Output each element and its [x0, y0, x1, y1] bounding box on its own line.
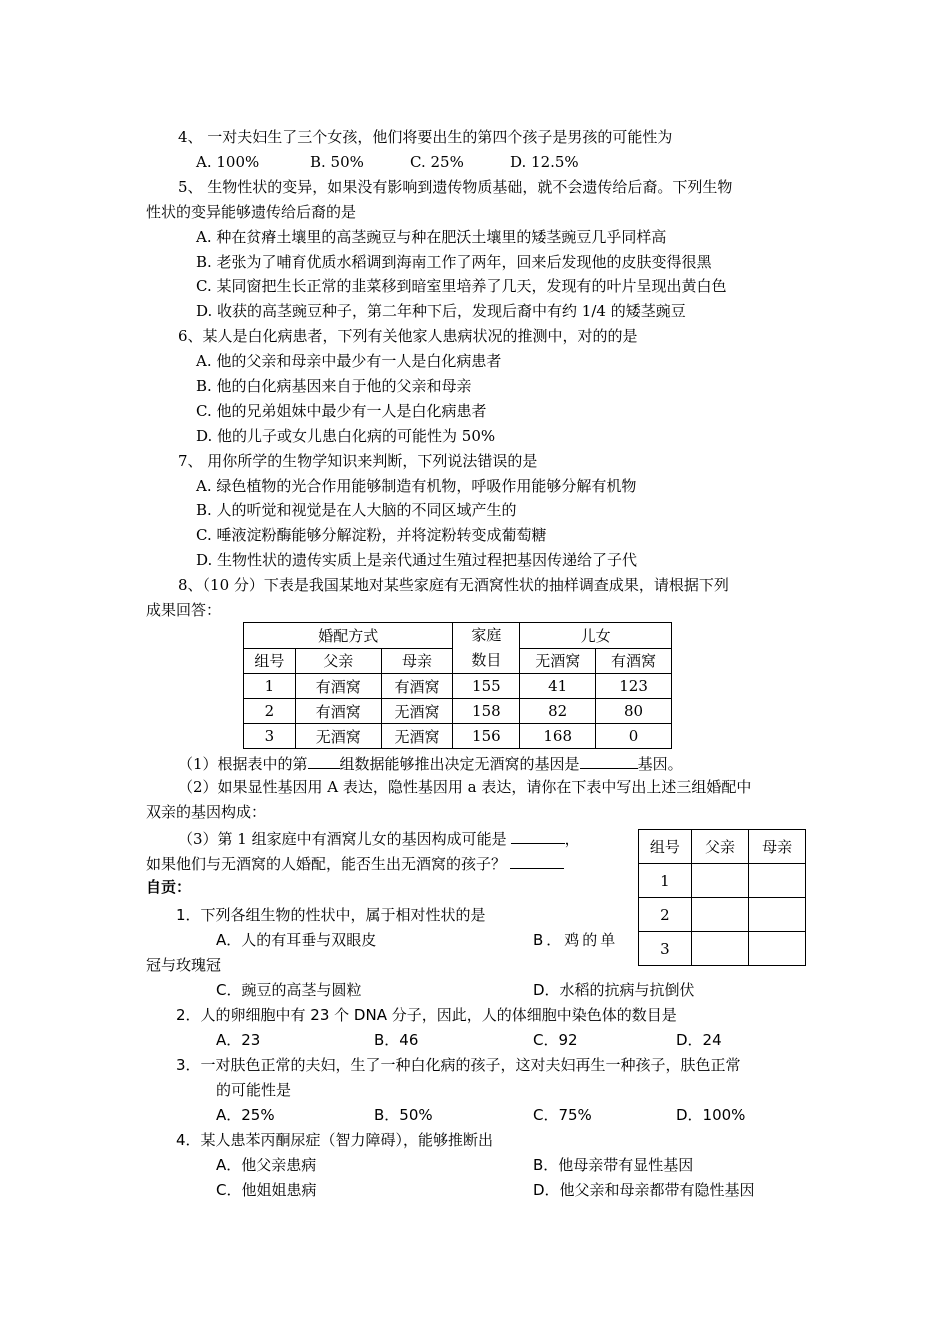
- st-q2-option-b: B．46: [374, 1031, 419, 1049]
- q8-sub2-line1: （2）如果显性基因用 A 表达，隐性基因用 a 表达，请你在下表中写出上述三组婚配中: [178, 778, 752, 796]
- q4-option-d: D. 12.5%: [510, 153, 579, 171]
- st-q3-option-d: D．100%: [676, 1106, 746, 1124]
- st-q3-option-c: C．75%: [533, 1106, 592, 1124]
- cell-dimple: 123: [596, 674, 672, 699]
- q6-option-a: A. 他的父亲和母亲中最少有一人是白化病患者: [196, 352, 502, 370]
- q5-option-d: D. 收获的高茎豌豆种子，第二年种下后，发现后裔中有约 1/4 的矮茎豌豆: [196, 302, 686, 320]
- q8-sub3-line1: [178, 827, 580, 849]
- header-marriage: 婚配方式: [244, 623, 453, 649]
- header-mother: 母亲: [381, 648, 453, 674]
- header-mother: 母亲: [749, 830, 806, 864]
- cell-father: 有酒窝: [295, 674, 381, 699]
- table-header-row: [244, 623, 672, 649]
- answer-blank[interactable]: [308, 752, 340, 769]
- cell-dimple: 0: [596, 724, 672, 749]
- q8-sub3-line2: [146, 852, 564, 874]
- q8-sub1-part1: （1）根据表中的第: [178, 755, 308, 773]
- cell-group: 3: [639, 932, 692, 966]
- q8-sub2-line2: 双亲的基因构成：: [146, 803, 267, 821]
- table-row: [244, 699, 672, 724]
- table-row: [639, 898, 806, 932]
- q6-option-d: D. 他的儿子或女儿患白化病的可能性为 50%: [196, 427, 496, 445]
- st-q2-option-a: A．23: [216, 1031, 261, 1049]
- mother-genotype-input[interactable]: [749, 932, 806, 966]
- q5-option-c: C. 某同窗把生长正常的韭菜移到暗室里培养了几天，发现有的叶片呈现出黄白色: [196, 277, 727, 295]
- header-family-count: [453, 623, 520, 674]
- q8-stem-line2: 成果回答：: [146, 601, 222, 619]
- header-father: 父亲: [691, 830, 749, 864]
- header-group: 组号: [639, 830, 692, 864]
- q4-option-b: B. 50%: [310, 153, 364, 171]
- cell-family-count: 158: [453, 699, 520, 724]
- self-test-heading: 自贡：: [146, 878, 192, 896]
- cell-no-dimple: 41: [520, 674, 596, 699]
- header-dimple: 有酒窝: [596, 648, 672, 674]
- st-q1-option-b: B．鸡的单: [533, 931, 619, 949]
- q4-stem: 4、 一对夫妇生了三个女孩，他们将要出生的第四个孩子是男孩的可能性为: [178, 128, 673, 146]
- st-q4-option-a: A．他父亲患病: [216, 1156, 317, 1174]
- q6-stem: 6、某人是白化病患者，下列有关他家人患病状况的推测中，对的的是: [178, 327, 638, 345]
- cell-group: 2: [639, 898, 692, 932]
- header-family-line1: 家庭: [471, 626, 502, 644]
- header-children: 儿女: [520, 623, 672, 649]
- answer-blank[interactable]: [511, 827, 565, 844]
- q7-option-a: A. 绿色植物的光合作用能够制造有机物，呼吸作用能够分解有机物: [196, 477, 637, 495]
- q6-option-c: C. 他的兄弟姐妹中最少有一人是白化病患者: [196, 402, 487, 420]
- table-row: [244, 674, 672, 699]
- header-father: 父亲: [295, 648, 381, 674]
- q8-stem-line1: 8、（10 分）下表是我国某地对某些家庭有无酒窝性状的抽样调查成果，请根据下列: [178, 576, 729, 594]
- q5-option-b: B. 老张为了哺育优质水稻调到海南工作了两年，回来后发现他的皮肤变得很黑: [196, 253, 712, 271]
- st-q2-option-c: C．92: [533, 1031, 578, 1049]
- cell-dimple: 80: [596, 699, 672, 724]
- st-q1-option-d: D．水稻的抗病与抗倒伏: [533, 981, 695, 999]
- st-q1-option-b-cont: 冠与玫瑰冠: [146, 956, 222, 974]
- q4-option-c: C. 25%: [410, 153, 464, 171]
- st-q4-option-c: C．他姐姐患病: [216, 1181, 317, 1199]
- mother-genotype-input[interactable]: [749, 898, 806, 932]
- genotype-answer-table: [638, 829, 806, 966]
- q8-sub1-part3: 基因。: [637, 755, 683, 773]
- cell-father: 无酒窝: [295, 724, 381, 749]
- header-group: 组号: [244, 648, 296, 674]
- st-q3-stem-line2: 的可能性是: [216, 1081, 292, 1099]
- q7-option-c: C. 唾液淀粉酶能够分解淀粉，并将淀粉转变成葡萄糖: [196, 526, 547, 544]
- table-header-row: [639, 830, 806, 864]
- answer-blank[interactable]: [510, 852, 564, 869]
- st-q2-stem: 2．人的卵细胞中有 23 个 DNA 分子，因此，人的体细胞中染色体的数目是: [176, 1006, 677, 1024]
- father-genotype-input[interactable]: [691, 898, 749, 932]
- cell-mother: 无酒窝: [381, 699, 453, 724]
- header-family-line2: 数目: [471, 651, 502, 669]
- st-q1-stem: 1．下列各组生物的性状中，属于相对性状的是: [176, 906, 486, 924]
- st-q4-stem: 4．某人患苯丙酮尿症（智力障碍），能够推断出: [176, 1131, 494, 1149]
- cell-mother: 无酒窝: [381, 724, 453, 749]
- q8-sub3-text: （3）第 1 组家庭中有酒窝儿女的基因构成可能是: [178, 830, 507, 848]
- cell-group: 1: [639, 864, 692, 898]
- cell-no-dimple: 168: [520, 724, 596, 749]
- q5-option-a: A. 种在贫瘠土壤里的高茎豌豆与种在肥沃土壤里的矮茎豌豆几乎同样高: [196, 228, 667, 246]
- table-row: [639, 864, 806, 898]
- table-row: [244, 724, 672, 749]
- st-q3-option-b: B．50%: [374, 1106, 433, 1124]
- q8-sub1: [178, 752, 683, 774]
- header-no-dimple: 无酒窝: [520, 648, 596, 674]
- q5-stem-line1: 5、 生物性状的变异，如果没有影响到遗传物质基础，就不会遗传给后裔。下列生物: [178, 178, 733, 196]
- q5-stem-line2: 性状的变异能够遗传给后裔的是: [146, 203, 357, 221]
- mother-genotype-input[interactable]: [749, 864, 806, 898]
- st-q4-option-b: B．他母亲带有显性基因: [533, 1156, 694, 1174]
- q7-option-b: B. 人的听觉和视觉是在人大脑的不同区域产生的: [196, 501, 517, 519]
- cell-group: 3: [244, 724, 296, 749]
- st-q4-option-d: D．他父亲和母亲都带有隐性基因: [533, 1181, 755, 1199]
- q8-sub3-question: 如果他们与无酒窝的人婚配，能否生出无酒窝的孩子？: [146, 855, 507, 873]
- cell-mother: 有酒窝: [381, 674, 453, 699]
- cell-father: 有酒窝: [295, 699, 381, 724]
- st-q1-option-a: A．人的有耳垂与双眼皮: [216, 931, 377, 949]
- table-row: [639, 932, 806, 966]
- cell-family-count: 156: [453, 724, 520, 749]
- cell-family-count: 155: [453, 674, 520, 699]
- q8-sub3-comma: ，: [564, 830, 580, 848]
- q4-option-a: A. 100%: [196, 153, 260, 171]
- father-genotype-input[interactable]: [691, 864, 749, 898]
- q7-stem: 7、 用你所学的生物学知识来判断，下列说法错误的是: [178, 452, 538, 470]
- q6-option-b: B. 他的白化病基因来自于他的父亲和母亲: [196, 377, 472, 395]
- st-q3-stem-line1: 3．一对肤色正常的夫妇，生了一种白化病的孩子，这对夫妇再生一种孩子，肤色正常: [176, 1056, 741, 1074]
- st-q1-option-c: C．豌豆的高茎与圆粒: [216, 981, 362, 999]
- q7-option-d: D. 生物性状的遗传实质上是亲代通过生殖过程把基因传递给了子代: [196, 551, 638, 569]
- cell-group: 2: [244, 699, 296, 724]
- answer-blank[interactable]: [580, 752, 638, 769]
- st-q2-option-d: D．24: [676, 1031, 722, 1049]
- st-q3-option-a: A．25%: [216, 1106, 275, 1124]
- dimple-survey-table: [243, 622, 672, 749]
- cell-no-dimple: 82: [520, 699, 596, 724]
- father-genotype-input[interactable]: [691, 932, 749, 966]
- cell-group: 1: [244, 674, 296, 699]
- q8-sub1-part2: 组数据能够推出决定无酒窝的基因是: [339, 755, 580, 773]
